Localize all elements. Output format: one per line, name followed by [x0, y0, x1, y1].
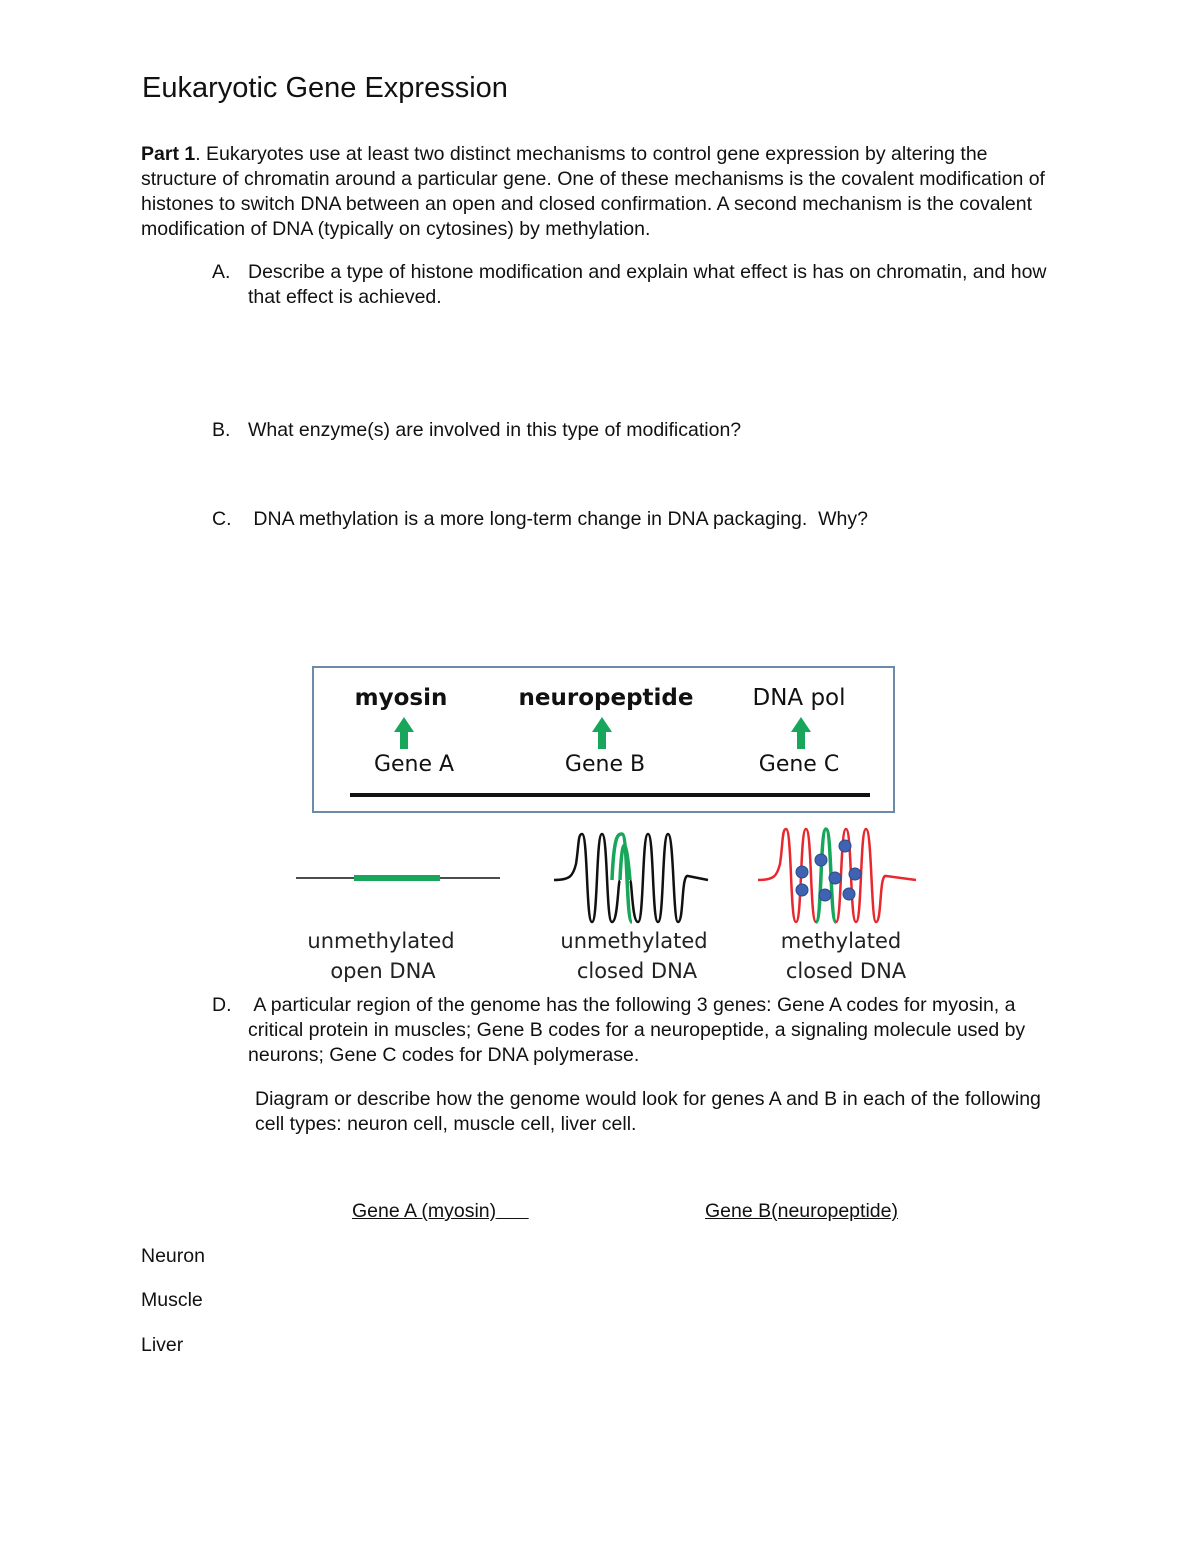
state-label: closed DNA — [576, 959, 698, 982]
column-header-trail — [496, 1200, 529, 1222]
methyl-group-icon — [829, 872, 841, 884]
state-label: open DNA — [330, 959, 436, 982]
methyl-group-icon — [796, 866, 808, 878]
row-label-muscle: Muscle — [141, 1289, 203, 1311]
instruction-text: Diagram or describe how the genome would look for genes A and B in each of the following cell types: neuron cell, muscle cell, liver cell. — [255, 1088, 1041, 1135]
question-text: DNA methylation is a more long-term change in DNA packaging. Why? — [248, 508, 868, 530]
state-label: closed DNA — [785, 959, 907, 982]
methyl-group-icon — [849, 868, 861, 880]
closed-gene-coil — [612, 834, 632, 922]
question-d — [212, 993, 1072, 1069]
methyl-group-icon — [819, 889, 831, 901]
intro-text: . Eukaryotes use at least two distinct mechanisms to control gene expression by altering the structure of chromatin around a particular gene. One of these mechanisms is the covalent modification of histones to switch DNA between an open and closed confirmation. A second mechanism is the covalent modification of DNA (typically on cytosines) by methylation. — [141, 143, 1045, 240]
question-text: Describe a type of histone modification and explain what effect is has on chromatin, and how that effect is achieved. — [248, 261, 1047, 308]
question-letter: C. — [212, 508, 232, 530]
state-label: methylated — [780, 929, 902, 953]
question-text: A particular region of the genome has the following 3 genes: Gene A codes for myosin, a critical protein in muscles; Gene B codes for a neuropeptide, a signaling molecule used by neurons; Gene C codes for DNA polymerase. — [248, 994, 1031, 1066]
column-header-gene-a — [352, 1200, 529, 1223]
gene-label: Gene A — [373, 752, 455, 777]
product-label: DNA pol — [752, 685, 846, 711]
state-label: unmethylated — [307, 929, 455, 953]
column-header-text: Gene A (myosin) — [352, 1200, 497, 1222]
page-title: Eukaryotic Gene Expression — [142, 72, 508, 104]
question-a — [212, 260, 1072, 310]
row-label-liver: Liver — [141, 1334, 184, 1356]
intro-paragraph — [141, 142, 1061, 242]
product-label: neuropeptide — [518, 685, 694, 711]
methyl-group-icon — [839, 840, 851, 852]
gene-label: Gene C — [758, 752, 840, 777]
methyl-group-icon — [815, 854, 827, 866]
methyl-group-icon — [796, 884, 808, 896]
product-label: myosin — [354, 685, 448, 711]
gene-expression-figure — [296, 664, 920, 982]
question-letter: A. — [212, 261, 231, 283]
column-header-gene-b: Gene B(neuropeptide) — [705, 1200, 898, 1222]
question-b — [212, 418, 1072, 444]
row-label-neuron: Neuron — [141, 1245, 205, 1267]
question-text: What enzyme(s) are involved in this type of modification? — [248, 419, 742, 441]
gene-label: Gene B — [564, 752, 646, 777]
methyl-group-icon — [843, 888, 855, 900]
part-label: Part 1 — [141, 143, 196, 165]
question-letter: D. — [212, 994, 232, 1016]
question-letter: B. — [212, 419, 231, 441]
state-label: unmethylated — [560, 929, 708, 953]
question-c — [212, 507, 1072, 533]
